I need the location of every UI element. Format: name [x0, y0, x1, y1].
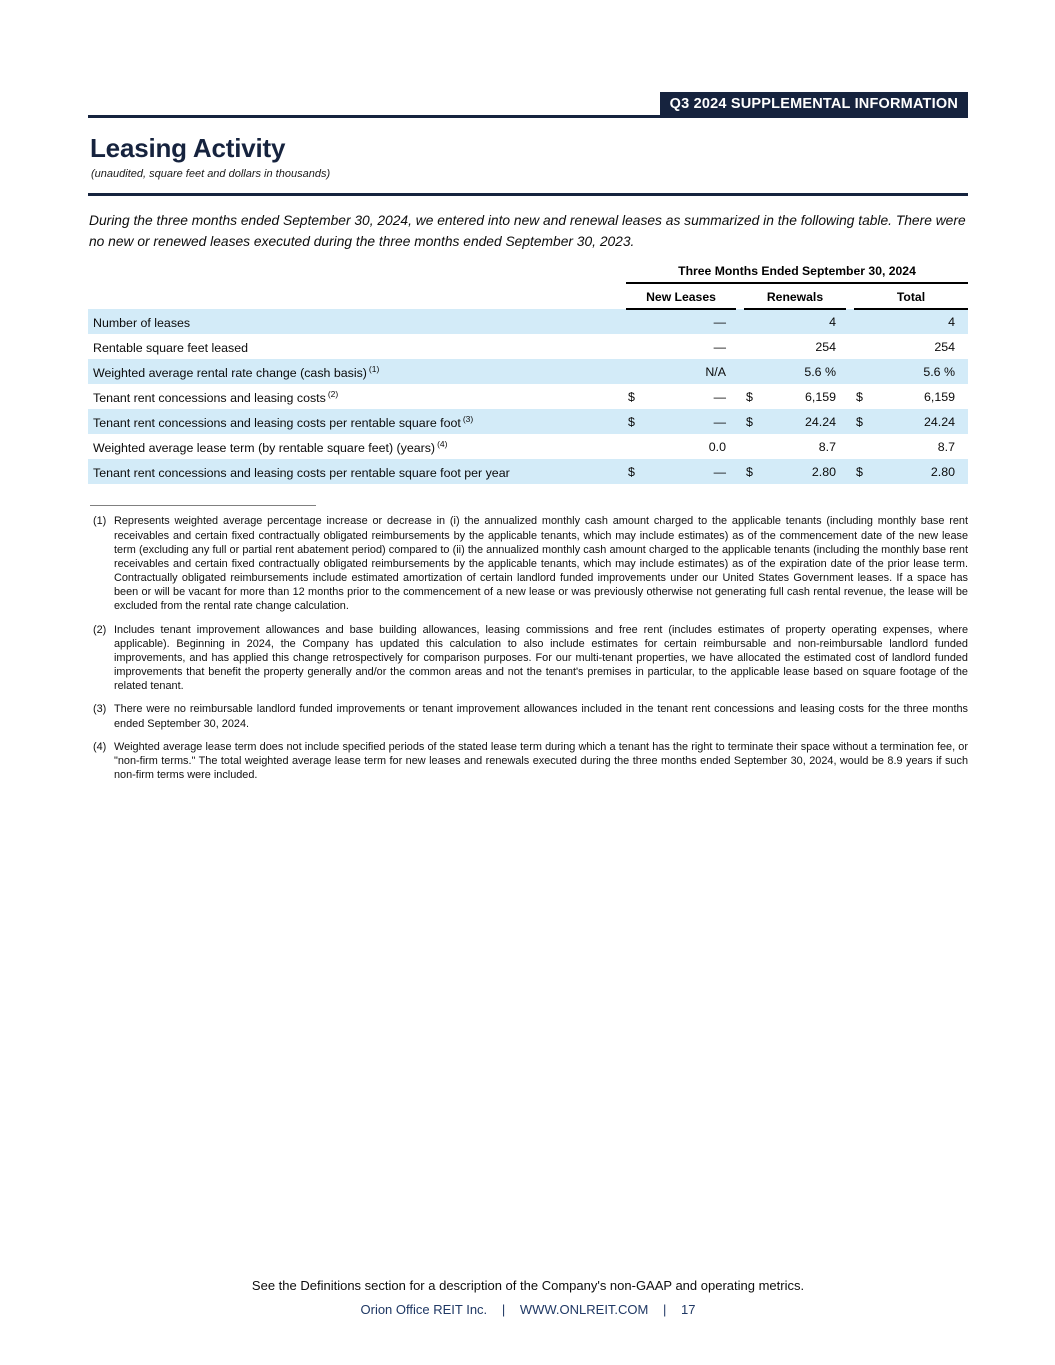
table-row	[88, 309, 968, 334]
row-label-text: Rentable square feet leased	[93, 340, 248, 355]
table-column-header-row	[88, 283, 968, 309]
column-gap	[846, 309, 854, 334]
footnote-text: Weighted average lease term does not include specified periods of the stated lease term during which a tenant has the right to terminate their space without a termination fee, or "non-firm terms." The total weighted average lease term for new leases and renewals executed during the three months ended September 30, 2024, would be 8.9 years if such non-firm terms were included.	[114, 740, 968, 782]
row-label-text: Tenant rent concessions and leasing costs	[93, 390, 326, 405]
row-label-text: Weighted average lease term (by rentable square feet) (years)	[93, 440, 436, 455]
row-label-text: Number of leases	[93, 315, 191, 330]
dollar-sign-cell	[854, 359, 876, 384]
column-gap	[846, 384, 854, 409]
column-header-renewals: Renewals	[744, 283, 846, 309]
value-cell: —	[713, 464, 726, 479]
row-label	[88, 384, 626, 409]
row-label	[88, 309, 626, 334]
value-cell: 254	[815, 339, 836, 354]
value-cell: —	[713, 315, 726, 330]
footnote-ref: (4)	[437, 438, 448, 449]
empty-cell	[88, 283, 626, 309]
dollar-sign-cell	[744, 434, 766, 459]
footnote-ref: (2)	[327, 388, 339, 399]
footnote-number: (1)	[93, 515, 107, 528]
footnote-ref: (3)	[462, 413, 474, 424]
dollar-sign-cell	[626, 309, 648, 334]
value-cell: 2.80	[811, 464, 836, 479]
footnote-1	[88, 514, 968, 613]
footer-divider: |	[663, 1302, 667, 1317]
value-cell: —	[713, 414, 726, 429]
value-cell: —	[713, 339, 726, 354]
footnote-number: (2)	[93, 623, 107, 636]
table-row	[88, 459, 968, 484]
dollar-sign-cell	[744, 334, 766, 359]
column-gap	[846, 409, 854, 434]
footnote-divider	[90, 505, 316, 506]
dollar-sign-cell	[744, 309, 766, 334]
footnote-4	[88, 740, 968, 783]
footer-divider: |	[501, 1302, 506, 1317]
row-label	[88, 434, 626, 459]
dollar-sign-cell: $	[746, 414, 753, 429]
column-gap	[736, 359, 744, 384]
column-gap	[736, 384, 744, 409]
column-gap	[736, 334, 744, 359]
row-label	[88, 459, 626, 484]
report-badge: Q3 2024 SUPPLEMENTAL INFORMATION	[660, 92, 968, 115]
footnote-text: There were no reimbursable landlord funded improvements or tenant improvement allowances included in the tenant rent concessions and leasing costs for the three months ended September 30, 2024.	[114, 703, 968, 730]
definitions-note: See the Definitions section for a description of the Company's non-GAAP and operating metrics.	[251, 1278, 805, 1293]
footnote-3	[88, 702, 968, 730]
value-cell: 0.0	[708, 439, 726, 454]
dollar-sign-cell	[626, 359, 648, 384]
page-subtitle: (unaudited, square feet and dollars in thousands)	[91, 168, 331, 180]
vertical-spacer	[88, 791, 968, 1278]
table-row	[88, 409, 968, 434]
column-header-total: Total	[854, 283, 968, 309]
column-gap	[846, 359, 854, 384]
leasing-activity-table	[88, 262, 968, 484]
value-cell: 4	[948, 315, 955, 330]
table-row	[88, 359, 968, 384]
row-label	[88, 409, 626, 434]
column-gap	[846, 334, 854, 359]
website-link[interactable]: WWW.ONLREIT.COM	[519, 1302, 649, 1317]
dollar-sign-cell: $	[628, 389, 635, 404]
column-gap	[736, 459, 744, 484]
dollar-sign-cell: $	[856, 414, 863, 429]
value-cell: 4	[829, 315, 836, 330]
intro-paragraph: During the three months ended September 30, 2024, we entered into new and renewal leases as summarized in the following table. There were no new or renewed leases executed during the three months ended September 30, 2023.	[89, 213, 966, 249]
company-name: Orion Office REIT Inc.	[360, 1302, 488, 1317]
footnote-ref: (1)	[368, 363, 380, 374]
column-gap	[736, 309, 744, 334]
dollar-sign-cell: $	[856, 389, 863, 404]
column-gap	[736, 283, 744, 309]
table-period-row	[88, 262, 968, 283]
dollar-sign-cell: $	[856, 464, 863, 479]
empty-cell	[88, 262, 626, 283]
dollar-sign-cell	[626, 434, 648, 459]
page-footer	[88, 1278, 968, 1365]
column-header-new-leases: New Leases	[626, 283, 736, 309]
footnote-text: Includes tenant improvement allowances and base building allowances, leasing commissions and free rent (includes estimates of property operating expenses, where applicable). Beginning in 2024, the Company has updated this calculation to also include estimates for certain reimbursable and non-reimbursable landlord funded improvements, and has applied this change retrospectively for comparison purposes. For our multi-tenant properties, we have allocated the estimated cost of landlord funded improvements that benefit the property generally and/or the common areas and not the tenant's premises in particular, to the applicable lease based on square footage of the related tenant.	[114, 623, 968, 693]
value-cell: 24.24	[804, 414, 836, 429]
column-gap	[846, 434, 854, 459]
table-row	[88, 334, 968, 359]
row-label-text: Tenant rent concessions and leasing costs per rentable square foot	[93, 415, 461, 430]
column-gap	[846, 459, 854, 484]
row-label	[88, 334, 626, 359]
value-cell: 8.7	[818, 439, 836, 454]
table-row	[88, 384, 968, 409]
value-cell: 24.24	[923, 414, 955, 429]
footnote-2	[88, 623, 968, 694]
dollar-sign-cell: $	[628, 414, 635, 429]
value-cell: 8.7	[937, 439, 955, 454]
page-title: Leasing Activity	[90, 133, 286, 163]
value-cell: N/A	[705, 364, 726, 379]
footnote-number: (4)	[93, 740, 107, 753]
value-cell: 254	[934, 339, 955, 354]
dollar-sign-cell	[744, 359, 766, 384]
dollar-sign-cell	[854, 434, 876, 459]
dollar-sign-cell: $	[628, 464, 635, 479]
dollar-sign-cell: $	[746, 389, 753, 404]
value-cell: 6,159	[804, 389, 836, 404]
row-label	[88, 359, 626, 384]
dollar-sign-cell: $	[746, 464, 753, 479]
header-bar	[88, 92, 968, 118]
value-cell: 5.6 %	[923, 364, 955, 379]
period-header: Three Months Ended September 30, 2024	[626, 262, 968, 283]
value-cell: 5.6 %	[804, 364, 836, 379]
row-label-text: Tenant rent concessions and leasing costs per rentable square foot per year	[93, 465, 510, 480]
dollar-sign-cell	[626, 334, 648, 359]
table-row	[88, 434, 968, 459]
value-cell: 2.80	[930, 464, 955, 479]
dollar-sign-cell	[854, 334, 876, 359]
value-cell: —	[713, 389, 726, 404]
row-label-text: Weighted average rental rate change (cash basis)	[93, 365, 367, 380]
title-divider	[88, 193, 968, 196]
page-number: 17	[681, 1302, 696, 1317]
footer-brand-line	[88, 1302, 968, 1317]
footnote-number: (3)	[93, 703, 107, 716]
dollar-sign-cell	[854, 309, 876, 334]
column-gap	[846, 283, 854, 309]
column-gap	[736, 434, 744, 459]
column-gap	[736, 409, 744, 434]
footnote-text: Represents weighted average percentage increase or decrease in (i) the annualized monthly cash amount charged to the applicable tenants (including monthly base rent receivables and certain fixed contractually obligated reimbursements by the applicable tenants, which may include estimates) as of the commencement date of the new lease term (excluding any full or partial rent abatement period) compared to (ii) the annualized monthly cash amount charged to the applicable tenants (including the monthly base rent receivables and certain fixed contractually obligated reimbursements by the applicable tenants, which may include estimates) as of the expiration date of the prior lease term. Contractually obligated reimbursements include estimated amortization of certain landlord funded improvements under our United States Government leases. If a space has been or will be vacant for more than 12 months prior to the commencement of a new lease or was previously otherwise not generating full cash rental revenue, the lease will be excluded from the rental rate change calculation.	[114, 515, 968, 613]
value-cell: 6,159	[923, 389, 955, 404]
